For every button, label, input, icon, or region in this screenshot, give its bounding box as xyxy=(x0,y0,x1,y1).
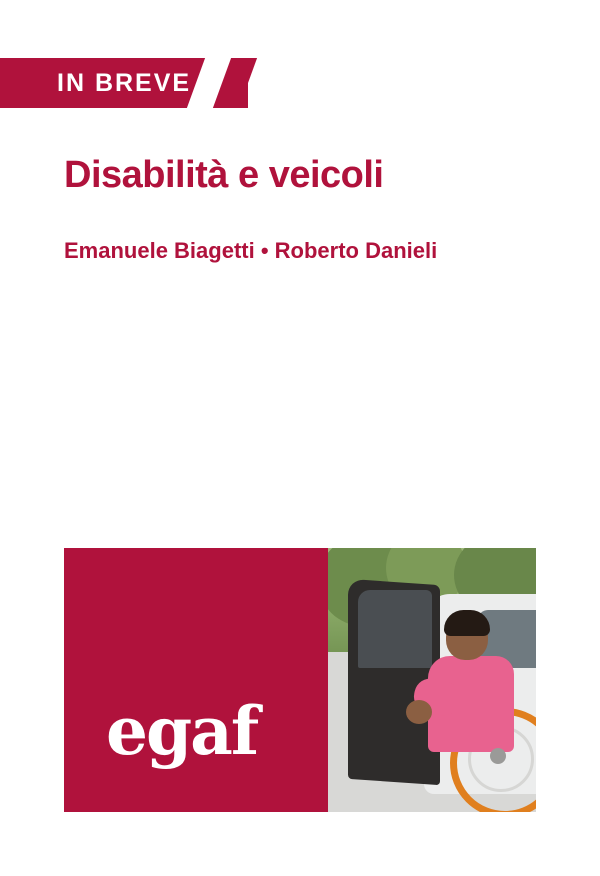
photo-person-hair xyxy=(444,610,490,636)
publisher-panel xyxy=(64,548,328,812)
series-banner-label: IN BREVE xyxy=(57,69,192,97)
photo-person-hand xyxy=(406,700,432,724)
cover-photo xyxy=(328,548,536,812)
cover-bottom-composition xyxy=(64,548,536,812)
photo-wheelchair-hub xyxy=(490,748,506,764)
book-title: Disabilità e veicoli xyxy=(64,154,384,196)
book-authors: Emanuele Biagetti • Roberto Danieli xyxy=(64,238,438,263)
photo-car-door-glass xyxy=(358,590,432,668)
publisher-logo: egaf xyxy=(106,692,258,770)
